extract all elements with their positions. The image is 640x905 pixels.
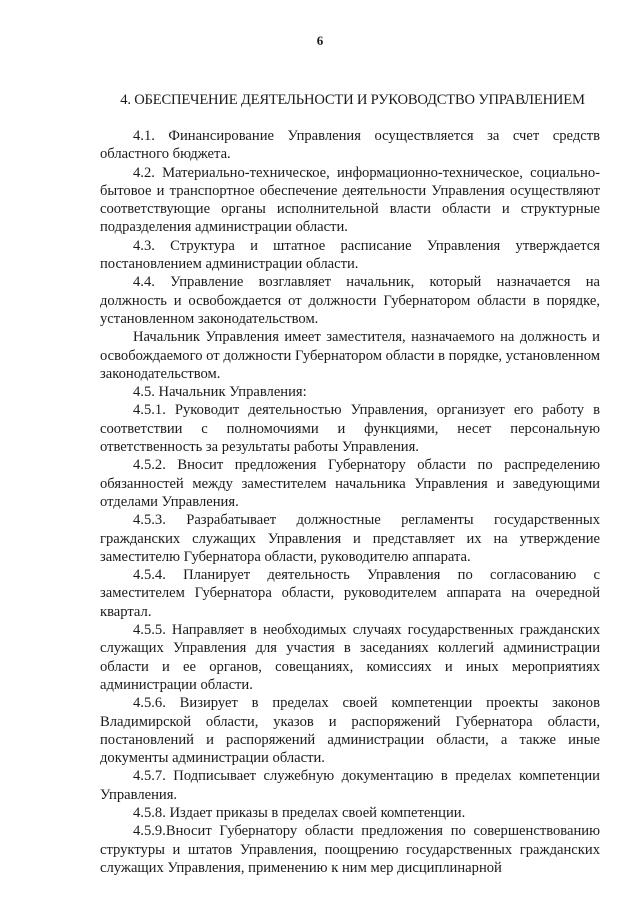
paragraph-deputy: Начальник Управления имеет заместителя, назначаемого на должность и освобождаемого от должности Губернатором области в порядке, установленном законодательством. bbox=[100, 329, 600, 382]
paragraph-4-1: 4.1. Финансирование Управления осуществляется за счет средств областного бюджета. bbox=[100, 128, 600, 163]
section-heading: 4. ОБЕСПЕЧЕНИЕ ДЕЯТЕЛЬНОСТИ И РУКОВОДСТВО УПРАВЛЕНИЕМ bbox=[120, 92, 585, 108]
paragraph-4-5-4: 4.5.4. Планирует деятельность Управления по согласованию с заместителем Губернатора области, руководителем аппарата на очередной квартал. bbox=[100, 567, 600, 620]
paragraph-4-5-9: 4.5.9.Вносит Губернатору области предложения по совершенствованию структуры и штатов Управления, поощрению государственных гражданских служащих Управления, применению к ним мер дисциплинарной bbox=[100, 823, 600, 876]
paragraph-4-5-3: 4.5.3. Разрабатывает должностные регламенты государственных гражданских служащих Управления и представляет их на утверждение заместителю Губернатора области, руководителю аппарата. bbox=[100, 512, 600, 565]
paragraph-4-3: 4.3. Структура и штатное расписание Управления утверждается постановлением администрации области. bbox=[100, 237, 600, 273]
body-text bbox=[100, 127, 600, 877]
paragraph-4-5: 4.5. Начальник Управления: bbox=[133, 384, 307, 401]
paragraph-4-5-2: 4.5.2. Вносит предложения Губернатору области по распределению обязанностей между заместителем начальника Управления и заведующими отделами Управления. bbox=[100, 457, 600, 510]
paragraph-4-5-1: 4.5.1. Руководит деятельностью Управления, организует его работу в соответствии с полномочиями и функциями, несет персональную ответственность за результаты работы Управления. bbox=[100, 402, 600, 456]
paragraph-4-5-7: 4.5.7. Подписывает служебную документацию в пределах компетенции Управления. bbox=[100, 768, 600, 803]
paragraph-4-5-5: 4.5.5. Направляет в необходимых случаях государственных гражданских служащих Управления для участия в заседаниях коллегий администрации области и ее органов, совещаниях, комиссиях и иных мероприятиях администрации области. bbox=[100, 622, 600, 693]
page-number: 6 bbox=[316, 33, 324, 48]
paragraph-4-4: 4.4. Управление возглавляет начальник, который назначается на должность и освобождается от должности Губернатором области в порядке, установленном законодательством. bbox=[100, 274, 600, 327]
paragraph-4-2: 4.2. Материально-техническое, информационно-техническое, социально-бытовое и транспортное обеспечение деятельности Управления осуществляют соответствующие органы исполнительной власти области и структурные подразделения администрации области. bbox=[100, 164, 600, 236]
paragraph-4-5-6: 4.5.6. Визирует в пределах своей компетенции проекты законов Владимирской области, указов и распоряжений Губернатора области, постановлений и распоряжений администрации области, а также иные документы администрации области. bbox=[100, 695, 600, 767]
paragraph-4-5-8: 4.5.8. Издает приказы в пределах своей компетенции. bbox=[133, 804, 466, 821]
